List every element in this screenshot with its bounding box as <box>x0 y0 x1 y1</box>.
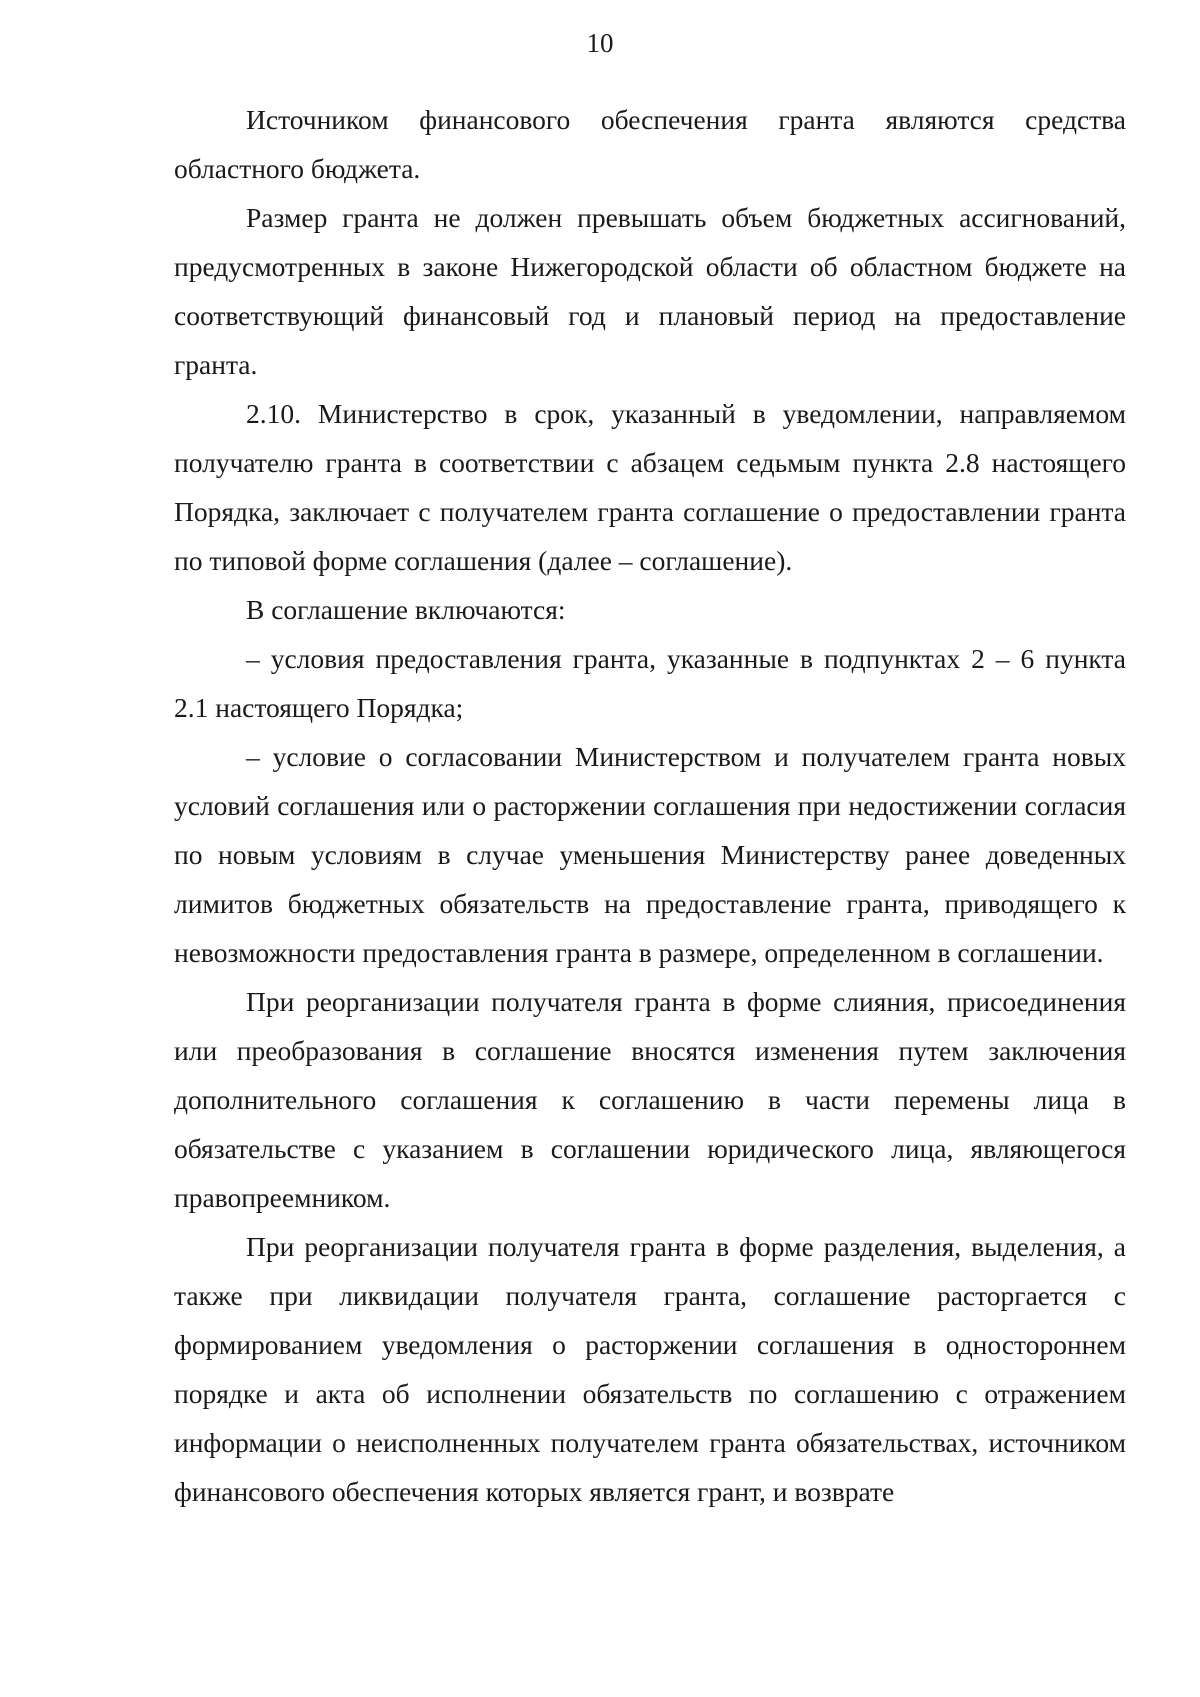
paragraph-2-10-agreement: 2.10. Министерство в срок, указанный в уведомлении, направляемом получателю гранта в соответствии с абзацем седьмым пункта 2.8 настоящего Порядка, заключает с получателем гранта соглашение о предоставлении гранта по типовой форме соглашения (далее – соглашение). <box>174 398 1126 576</box>
paragraph-agreement-includes: В соглашение включаются: <box>246 594 566 625</box>
list-item-new-conditions: – условие о согласовании Министерством и получателем гранта новых условий соглашения или о расторжении соглашения при недостижении согласия по новым условиям в случае уменьшения Министерству ранее доведенных лимитов бюджетных обязательств на предоставление гранта, приводящего к невозможности предоставления гранта в размере, определенном в соглашении. <box>174 741 1126 968</box>
paragraph-reorganization-merger: При реорганизации получателя гранта в форме слияния, присоединения или преобразования в соглашение вносятся изменения путем заключения дополнительного соглашения к соглашению в части перемены лица в обязательстве с указанием в соглашении юридического лица, являющегося правопреемником. <box>174 986 1126 1213</box>
page-number: 10 <box>586 28 614 58</box>
list-item-conditions: – условия предоставления гранта, указанные в подпунктах 2 – 6 пункта 2.1 настоящего Порядка; <box>174 643 1126 723</box>
paragraph-funding-source: Источником финансового обеспечения гранта являются средства областного бюджета. <box>174 104 1126 184</box>
paragraph-grant-size: Размер гранта не должен превышать объем бюджетных ассигнований, предусмотренных в законе Нижегородской области об областном бюджете на соответствующий финансовый год и плановый период на предоставление гранта. <box>174 202 1126 380</box>
document-body <box>174 95 1126 1516</box>
paragraph-reorganization-division: При реорганизации получателя гранта в форме разделения, выделения, а также при ликвидации получателя гранта, соглашение расторгается с формированием уведомления о расторжении соглашения в одностороннем порядке и акта об исполнении обязательств по соглашению с отражением информации о неисполненных получателем гранта обязательствах, источником финансового обеспечения которых является грант, и возврате <box>174 1231 1126 1507</box>
